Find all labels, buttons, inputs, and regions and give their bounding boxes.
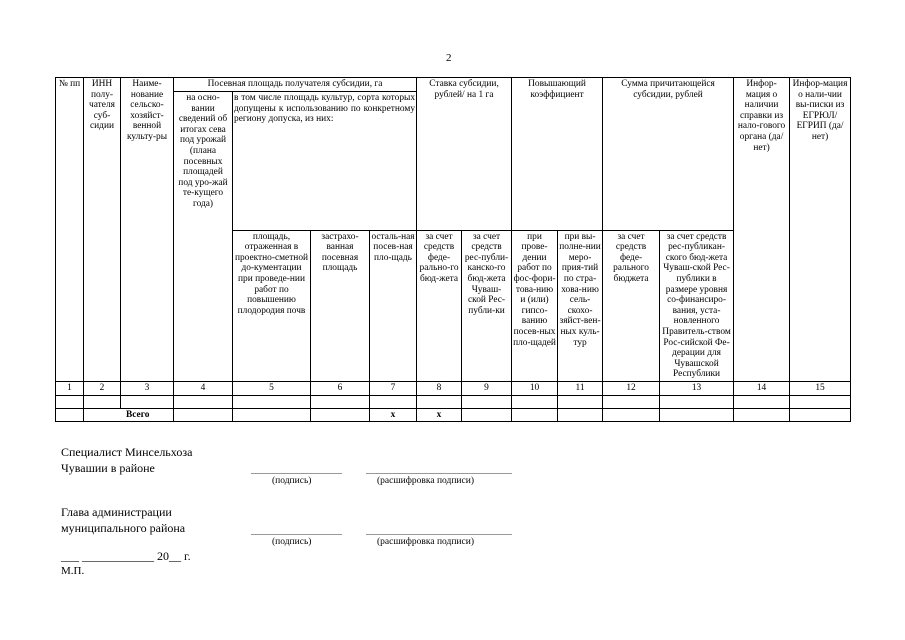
col-header-10: при прове-дении работ по фос-фори-това-нию и (или) гипсо-ванию посев-ных пло-щадей: [512, 230, 558, 381]
total-cell: [603, 409, 660, 422]
column-number: 10: [512, 382, 558, 396]
head-decoding-caption: (расшифровка подписи): [377, 537, 474, 547]
data-cell: [417, 396, 462, 409]
col-header-5: площадь, отраженная в проектно-сметной до-кументации при проведе-нии работ по повышению плодородия почв: [233, 230, 311, 381]
data-cell: [734, 396, 790, 409]
specialist-signature-caption: (подпись): [272, 476, 312, 486]
total-cell: [558, 409, 603, 422]
column-number: 12: [603, 382, 660, 396]
col-header-1: № пп: [56, 78, 84, 382]
data-cell: [790, 396, 851, 409]
total-cell: [233, 409, 311, 422]
data-cell: [660, 396, 734, 409]
col-header-14: Инфор-мация о наличии справки из нало-гового органа (да/нет): [734, 78, 790, 382]
total-cell: [462, 409, 512, 422]
column-number: 6: [311, 382, 370, 396]
rate-group-header: Ставка субсидии, рублей/ на 1 га: [417, 78, 512, 231]
col-header-7: осталь-ная посев-ная пло-щадь: [370, 230, 417, 381]
specialist-decoding-caption: (расшифровка подписи): [377, 476, 474, 486]
data-cell: [462, 396, 512, 409]
column-number: 13: [660, 382, 734, 396]
col-header-11: при вы-полне-нии меро-прия-тий по стра-хова-нию сель-скохо-зяйст-вен-ных куль-тур: [558, 230, 603, 381]
col-header-3: Наиме-нование сельско-хозяйст-венной культу-ры: [121, 78, 174, 382]
column-number: 2: [84, 382, 121, 396]
data-cell: [512, 396, 558, 409]
data-cell: [603, 396, 660, 409]
column-number: 3: [121, 382, 174, 396]
column-number: 5: [233, 382, 311, 396]
head-signature-caption: (подпись): [272, 537, 312, 547]
col-header-2: ИНН полу-чателя суб-сидии: [84, 78, 121, 382]
head-decoding-line: [366, 534, 512, 535]
specialist-title-line2: Чувашии в районе: [61, 461, 155, 475]
total-cell: [311, 409, 370, 422]
head-title-line1: Глава администрации: [61, 505, 172, 519]
data-cell: [311, 396, 370, 409]
head-signature-line: [251, 534, 342, 535]
column-number: 14: [734, 382, 790, 396]
data-cell: [558, 396, 603, 409]
specialist-decoding-line: [366, 473, 512, 474]
total-label: Всего: [84, 409, 174, 422]
empty-data-row: [56, 396, 851, 409]
seal-mark: М.П.: [61, 565, 85, 577]
data-cell: [370, 396, 417, 409]
col-header-12: за счет средств феде-рального бюджета: [603, 230, 660, 381]
total-cell: [734, 409, 790, 422]
col-header-6: застрахо-ванная посевная площадь: [311, 230, 370, 381]
total-cell: [56, 409, 84, 422]
column-number: 9: [462, 382, 512, 396]
data-cell: [233, 396, 311, 409]
x-mark: x: [370, 409, 417, 422]
header-row-1: [56, 78, 851, 92]
total-cell: [174, 409, 233, 422]
col-header-8: за счет средств феде-рально-го бюд-жета: [417, 230, 462, 381]
column-number: 4: [174, 382, 233, 396]
col-header-13: за счет средств рес-публикан-ского бюд-жета Чуваш-ской Рес-публики в размере уровня со-финансиро-вания, уста-новленного Правитель-ством Рос-сийской Фе-дерации для Чувашской Республики: [660, 230, 734, 381]
sum-group-header: Сумма причитающейся субсидии, рублей: [603, 78, 734, 231]
total-cell: [512, 409, 558, 422]
col-header-9: за счет средств рес-публи-канско-го бюд-жета Чуваш-ской Рес-публи-ки: [462, 230, 512, 381]
col-header-4: на осно-вании сведений об итогах сева под урожай (плана посевных площадей под уро-жай те-кущего года): [174, 92, 233, 382]
data-cell: [174, 396, 233, 409]
date-line: ___ ____________ 20__ г.: [61, 549, 191, 563]
area-group-header: Посевная площадь получателя субсидии, га: [174, 78, 417, 92]
data-cell: [121, 396, 174, 409]
specialist-signature-line: [251, 473, 342, 474]
total-row: [56, 409, 851, 422]
col-header-15: Инфор-мация о нали-чии вы-писки из ЕГРЮЛ/ ЕГРИП (да/нет): [790, 78, 851, 382]
x-mark: x: [417, 409, 462, 422]
column-number: 11: [558, 382, 603, 396]
data-cell: [56, 396, 84, 409]
coefficient-group-header: Повышающий коэффициент: [512, 78, 603, 231]
column-number: 8: [417, 382, 462, 396]
included-group-header: в том числе площадь культур, сорта которых допущены к использованию по конкретному региону допуска, из них:: [233, 92, 417, 231]
column-number: 15: [790, 382, 851, 396]
page-number: 2: [446, 52, 452, 64]
subsidy-table: [55, 77, 851, 422]
total-cell: [790, 409, 851, 422]
column-number: 7: [370, 382, 417, 396]
total-cell: [660, 409, 734, 422]
head-title-line2: муниципального района: [61, 521, 186, 535]
specialist-title-line1: Специалист Минсельхоза: [61, 445, 193, 459]
data-cell: [84, 396, 121, 409]
column-number: 1: [56, 382, 84, 396]
column-number-row: [56, 382, 851, 396]
